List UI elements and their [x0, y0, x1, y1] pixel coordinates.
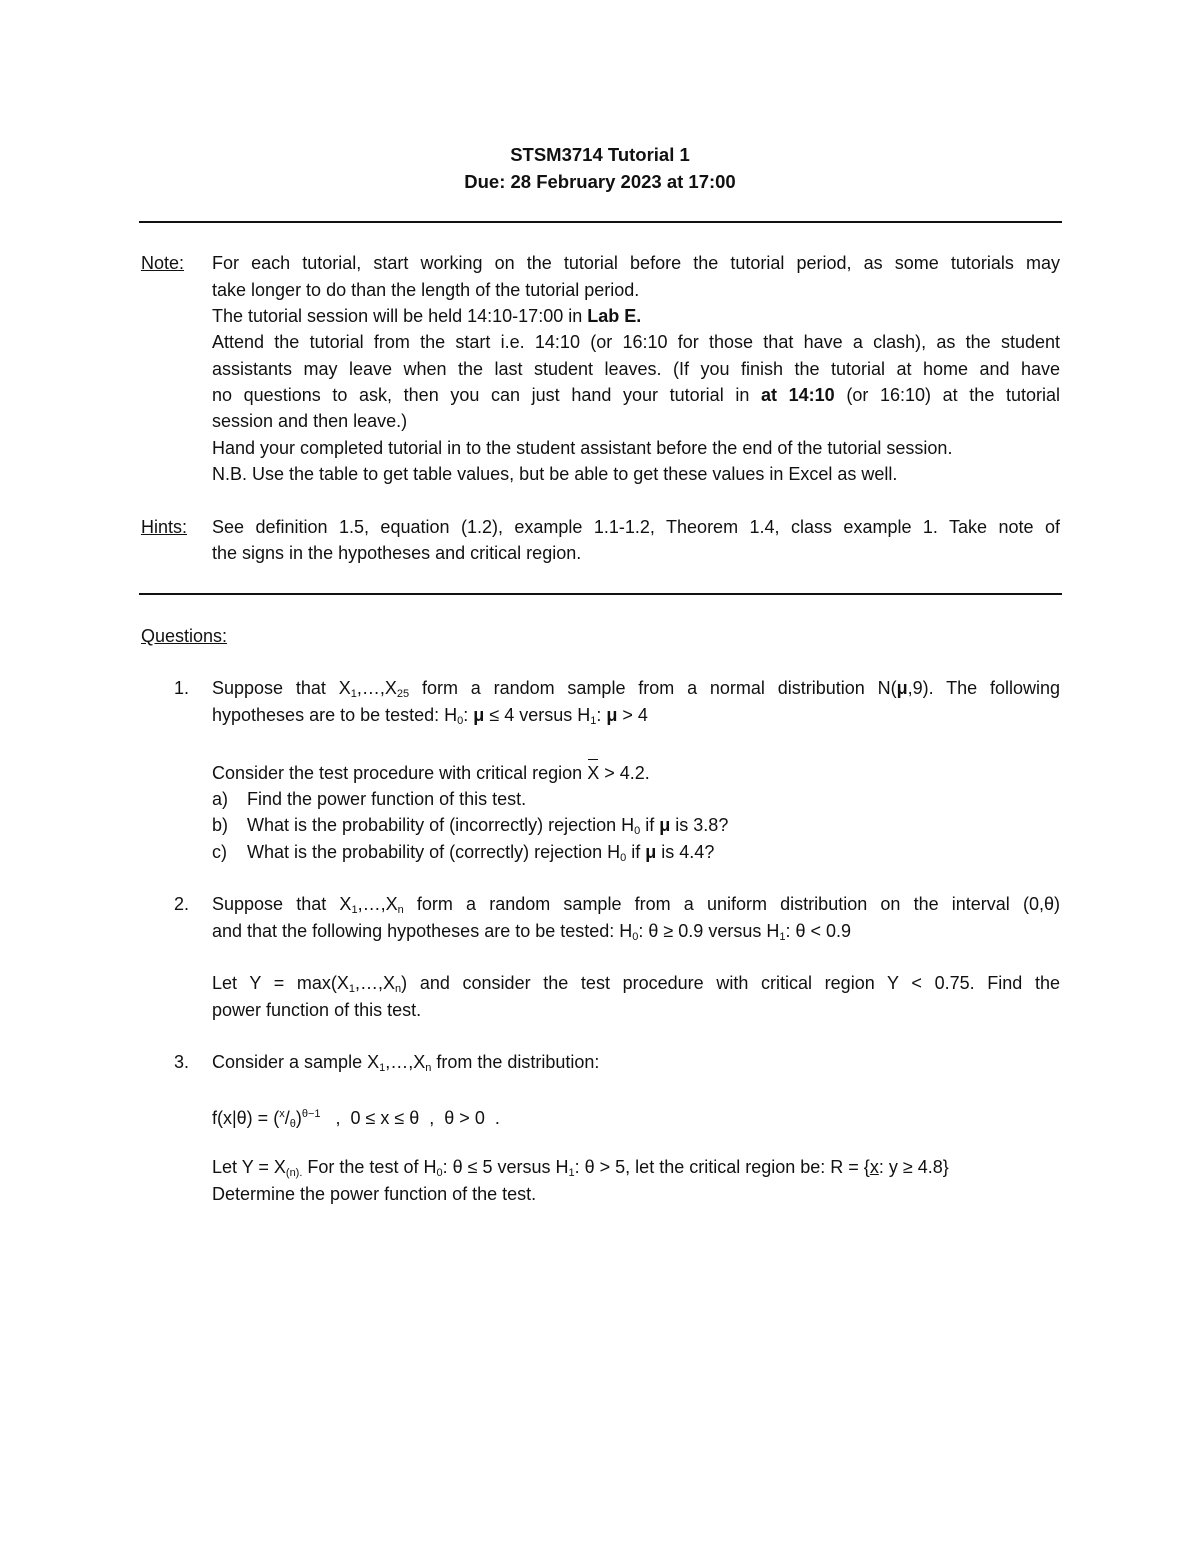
question-3-number: 3. — [174, 1052, 190, 1072]
formula-exponent: θ−1 — [301, 1108, 321, 1120]
question-2-line-1 — [212, 894, 1060, 915]
q2-l2-e: : θ < 0.9 — [785, 921, 852, 941]
q2-l3-sub1: 1 — [348, 983, 356, 995]
q1-b-t2: if — [640, 815, 660, 835]
q3-l3-a: Let Y = X — [212, 1157, 286, 1177]
q3-l3-g: : θ > 5, let the critical region be: R = { — [574, 1157, 870, 1177]
hints-line-1: See definition 1.5, equation (1.2), example 1.1-1.2, Theorem 1.4, class example 1. Take note of — [212, 517, 1060, 537]
q1-part-a-text: Find the power function of this test. — [247, 789, 527, 809]
formula-x: x — [279, 1108, 285, 1120]
q3-l3-sub1: 1 — [568, 1167, 575, 1179]
q3-l1-a: Consider a sample X — [212, 1052, 380, 1072]
q1-l2-e: ≤ 4 versus H — [484, 705, 591, 725]
q1-part-b-text — [247, 815, 728, 836]
q2-l3-c: ,…,X — [355, 973, 396, 993]
q1-b-sub: 0 — [634, 825, 641, 837]
q1-c-t2: if — [626, 842, 646, 862]
question-1-line-3 — [212, 763, 650, 784]
q1-sub-25: 25 — [396, 688, 410, 700]
question-1-line-2 — [212, 705, 648, 726]
note-line-2: take longer to do than the length of the tutorial period. — [212, 280, 640, 300]
q3-l3-e: : θ ≤ 5 versus H — [442, 1157, 569, 1177]
x-bar-symbol: X — [587, 763, 600, 783]
hints-line-2: the signs in the hypotheses and critical region. — [212, 543, 582, 563]
q1-b-t3: is 3.8? — [670, 815, 729, 835]
note-line-9: N.B. Use the table to get table values, but be able to get these values in Excel as well. — [212, 464, 898, 484]
q1-mu: μ — [896, 678, 908, 698]
due-date: Due: 28 February 2023 at 17:00 — [464, 171, 736, 192]
hints-label: Hints: — [141, 517, 188, 537]
q2-l3-subn: n — [395, 983, 402, 995]
q2-l1-e: form a random sample from a uniform distribution on the interval (0,θ) — [403, 894, 1060, 914]
q1-c-sub: 0 — [620, 852, 627, 864]
formula-theta: θ — [289, 1118, 296, 1130]
note-line-3-text: The tutorial session will be held 14:10-17:00 in — [212, 306, 588, 326]
formula-a: f(x|θ) = ( — [212, 1108, 280, 1128]
q1-c-t1: What is the probability of (correctly) rejection H — [247, 842, 621, 862]
note-line-6 — [212, 385, 1060, 406]
q2-l1-sub1: 1 — [351, 904, 358, 916]
q2-l3-e: ) and consider the test procedure with critical region Y < 0.75. Find the — [401, 973, 1060, 993]
q1-text-c: ,…,X — [356, 678, 397, 698]
document-title: STSM3714 Tutorial 1 — [510, 144, 690, 165]
q1-c-t3: is 4.4? — [656, 842, 715, 862]
q1-part-b-letter: b) — [212, 815, 229, 835]
q1-b-mu: μ — [659, 815, 671, 835]
question-3-line-4: Determine the power function of the test. — [212, 1184, 537, 1204]
question-2-number: 2. — [174, 894, 190, 914]
note-line-8: Hand your completed tutorial in to the student assistant before the end of the tutorial session. — [212, 438, 953, 458]
q1-text-e: form a random sample from a normal distribution N( — [409, 678, 897, 698]
question-2-line-2 — [212, 921, 851, 942]
q2-l2-sub0: 0 — [632, 931, 639, 943]
note-label: Note: — [141, 253, 185, 273]
q2-l3-a: Let Y = max(X — [212, 973, 349, 993]
q1-part-a-letter: a) — [212, 789, 229, 809]
q1-text-g: ,9). The following — [907, 678, 1060, 698]
q1-l3-a: Consider the test procedure with critical region — [212, 763, 588, 783]
q1-part-c-letter: c) — [212, 842, 227, 862]
formula-paren: ) — [295, 1108, 302, 1128]
q2-l1-subn: n — [397, 904, 404, 916]
q3-l3-sub0: 0 — [436, 1167, 443, 1179]
q3-l1-c: ,…,X — [385, 1052, 426, 1072]
question-3-line-3 — [212, 1157, 949, 1178]
question-2-line-3 — [212, 973, 1060, 994]
q1-l2-a: hypotheses are to be tested: H — [212, 705, 458, 725]
q1-l2-sub0: 0 — [457, 715, 464, 727]
q2-l2-c: : θ ≥ 0.9 versus H — [638, 921, 780, 941]
q1-text-a: Suppose that X — [212, 678, 351, 698]
note-line-6-text: no questions to ask, then you can just hand your tutorial in — [212, 385, 761, 405]
questions-label: Questions: — [141, 626, 228, 646]
note-time-bold: at 14:10 — [761, 385, 835, 405]
question-1-line-1 — [212, 678, 1060, 699]
q2-l1-a: Suppose that X — [212, 894, 352, 914]
q1-l2-c: : — [463, 705, 474, 725]
q3-l1-sub1: 1 — [379, 1062, 386, 1074]
q1-l3-c: > 4.2. — [599, 763, 650, 783]
q1-l2-mu2: μ — [606, 705, 618, 725]
q2-l1-c: ,…,X — [357, 894, 398, 914]
bottom-divider — [139, 593, 1062, 595]
note-line-1: For each tutorial, start working on the tutorial before the tutorial period, as some tutorials may — [212, 253, 1060, 273]
lab-name: Lab E. — [587, 306, 642, 326]
q3-l3-c: For the test of H — [302, 1157, 437, 1177]
q1-b-t1: What is the probability of (incorrectly) rejection H — [247, 815, 635, 835]
formula-support: , 0 ≤ x ≤ θ , θ > 0 . — [320, 1108, 500, 1128]
q2-l2-sub1: 1 — [779, 931, 786, 943]
question-1-number: 1. — [174, 678, 190, 698]
top-divider — [139, 221, 1062, 223]
q1-sub-1: 1 — [350, 688, 357, 700]
q3-l1-e: from the distribution: — [431, 1052, 600, 1072]
q3-l3-x-underlined: x — [869, 1157, 879, 1177]
q1-l2-i: > 4 — [617, 705, 648, 725]
note-line-3 — [212, 306, 641, 327]
question-2-line-4: power function of this test. — [212, 1000, 422, 1020]
q3-l1-subn: n — [425, 1062, 432, 1074]
q1-c-mu: μ — [645, 842, 657, 862]
formula-slash: / — [284, 1108, 290, 1128]
q3-l3-i: : y ≥ 4.8} — [878, 1157, 949, 1177]
density-formula — [212, 1108, 500, 1129]
q1-l2-sub1: 1 — [590, 715, 597, 727]
note-line-4: Attend the tutorial from the start i.e. 14:10 (or 16:10 for those that have a clash), as the student — [212, 332, 1060, 352]
note-line-6-end: (or 16:10) at the tutorial — [834, 385, 1060, 405]
q1-l2-mu1: μ — [473, 705, 485, 725]
q3-l3-subn: (n). — [285, 1167, 303, 1179]
q1-part-c-text — [247, 842, 714, 863]
question-3-line-1 — [212, 1052, 599, 1073]
note-line-7: session and then leave.) — [212, 411, 408, 431]
q2-l2-a: and that the following hypotheses are to be tested: H — [212, 921, 633, 941]
note-line-5: assistants may leave when the last student leaves. (If you finish the tutorial at home and have — [212, 359, 1060, 379]
q1-l2-g: : — [596, 705, 607, 725]
